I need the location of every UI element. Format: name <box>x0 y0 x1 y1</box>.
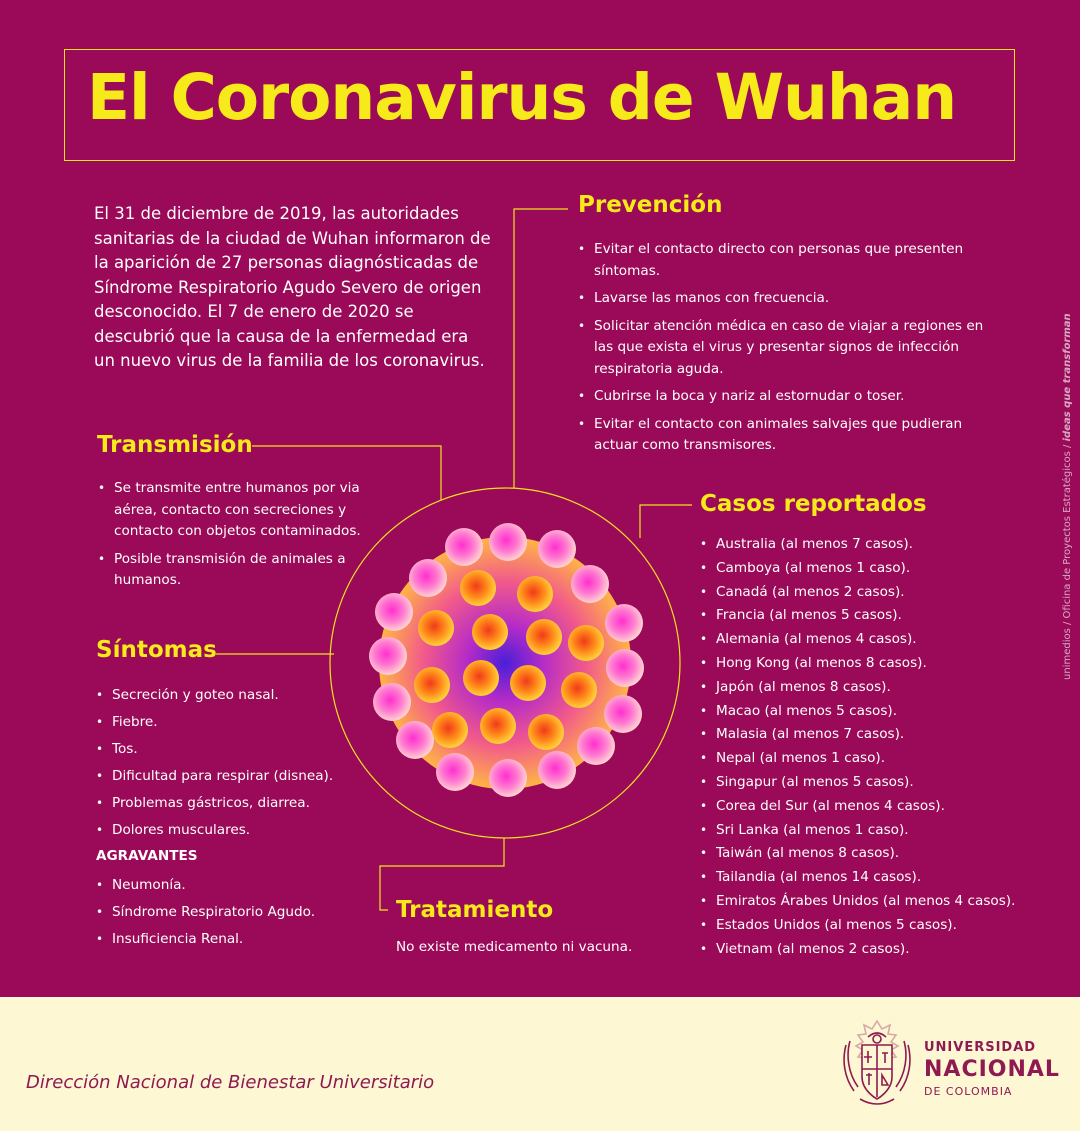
list-item: • Malasia (al menos 7 casos). <box>698 723 1058 747</box>
list-item: • Estados Unidos (al menos 5 casos). <box>698 914 1058 938</box>
list-item: • Hong Kong (al menos 8 casos). <box>698 652 1058 676</box>
university-name <box>924 1041 1060 1097</box>
sintomas-list <box>94 682 374 844</box>
university-crest-icon <box>838 1015 916 1111</box>
agravantes-list <box>94 872 374 953</box>
tratamiento-text: No existe medicamento ni vacuna. <box>396 939 633 955</box>
university-line3: DE COLOMBIA <box>924 1085 1013 1098</box>
agravantes-label: AGRAVANTES <box>96 848 198 864</box>
list-item: • Singapur (al menos 5 casos). <box>698 771 1058 795</box>
list-item: • Se transmite entre humanos por via aérea, contacto con secreciones y contacto con objetos contaminados. <box>96 478 396 543</box>
list-item: • Evitar el contacto directo con personas que presenten síntomas. <box>576 239 986 282</box>
transmision-list <box>96 478 396 598</box>
list-item: • Dificultad para respirar (disnea). <box>94 763 374 790</box>
list-item: • Japón (al menos 8 casos). <box>698 676 1058 700</box>
list-item: • Macao (al menos 5 casos). <box>698 700 1058 724</box>
list-item: • Solicitar atención médica en caso de viajar a regiones en las que exista el virus y presentar signos de infección respiratoria aguda. <box>576 316 986 381</box>
side-credit-part2: ideas que transforman <box>1062 313 1073 442</box>
tratamiento-heading: Tratamiento <box>396 897 554 923</box>
list-item: • Australia (al menos 7 casos). <box>698 533 1058 557</box>
list-item: • Síndrome Respiratorio Agudo. <box>94 899 374 926</box>
list-item: • Dolores musculares. <box>94 817 374 844</box>
list-item: • Secreción y goteo nasal. <box>94 682 374 709</box>
list-item: • Cubrirse la boca y nariz al estornudar o toser. <box>576 386 986 408</box>
footer-department: Dirección Nacional de Bienestar Universitario <box>26 1072 435 1093</box>
list-item: • Lavarse las manos con frecuencia. <box>576 288 986 310</box>
list-item: • Evitar el contacto con animales salvajes que pudieran actuar como transmisores. <box>576 414 986 457</box>
list-item: • Tos. <box>94 736 374 763</box>
prevencion-list <box>576 239 986 463</box>
list-item: • Sri Lanka (al menos 1 caso). <box>698 819 1058 843</box>
list-item: • Tailandia (al menos 14 casos). <box>698 866 1058 890</box>
list-item: • Neumonía. <box>94 872 374 899</box>
list-item: • Posible transmisión de animales a humanos. <box>96 549 396 592</box>
sintomas-heading: Síntomas <box>96 637 217 663</box>
list-item: • Corea del Sur (al menos 4 casos). <box>698 795 1058 819</box>
list-item: • Francia (al menos 5 casos). <box>698 604 1058 628</box>
university-line2: NACIONAL <box>924 1057 1060 1082</box>
list-item: • Insuficiencia Renal. <box>94 926 374 953</box>
list-item: • Nepal (al menos 1 caso). <box>698 747 1058 771</box>
list-item: • Problemas gástricos, diarrea. <box>94 790 374 817</box>
footer <box>0 997 1080 1131</box>
list-item: • Canadá (al menos 2 casos). <box>698 581 1058 605</box>
page-title: El Coronavirus de Wuhan <box>87 61 957 134</box>
casos-heading: Casos reportados <box>700 491 927 517</box>
side-credit-part1: unimedios / Oficina de Proyectos Estratégicos / <box>1062 441 1073 680</box>
virus-illustration <box>369 523 644 797</box>
list-item: • Camboya (al menos 1 caso). <box>698 557 1058 581</box>
list-item: • Emiratos Árabes Unidos (al menos 4 casos). <box>698 890 1058 914</box>
transmision-heading: Transmisión <box>97 432 253 458</box>
list-item: • Taiwán (al menos 8 casos). <box>698 842 1058 866</box>
side-credit <box>1062 313 1073 680</box>
intro-paragraph: El 31 de diciembre de 2019, las autoridades sanitarias de la ciudad de Wuhan informaron de la aparición de 27 personas diagnósticadas de Síndrome Respiratorio Agudo Severo de origen desconocido. El 7 de enero de 2020 se descubrió que la causa de la enfermedad era un nuevo virus de la familia de los coronavirus. <box>94 204 491 370</box>
university-line1: UNIVERSIDAD <box>924 1040 1037 1055</box>
list-item: • Fiebre. <box>94 709 374 736</box>
prevencion-heading: Prevención <box>578 192 723 218</box>
casos-list <box>698 533 1058 961</box>
list-item: • Vietnam (al menos 2 casos). <box>698 938 1058 962</box>
list-item: • Alemania (al menos 4 casos). <box>698 628 1058 652</box>
